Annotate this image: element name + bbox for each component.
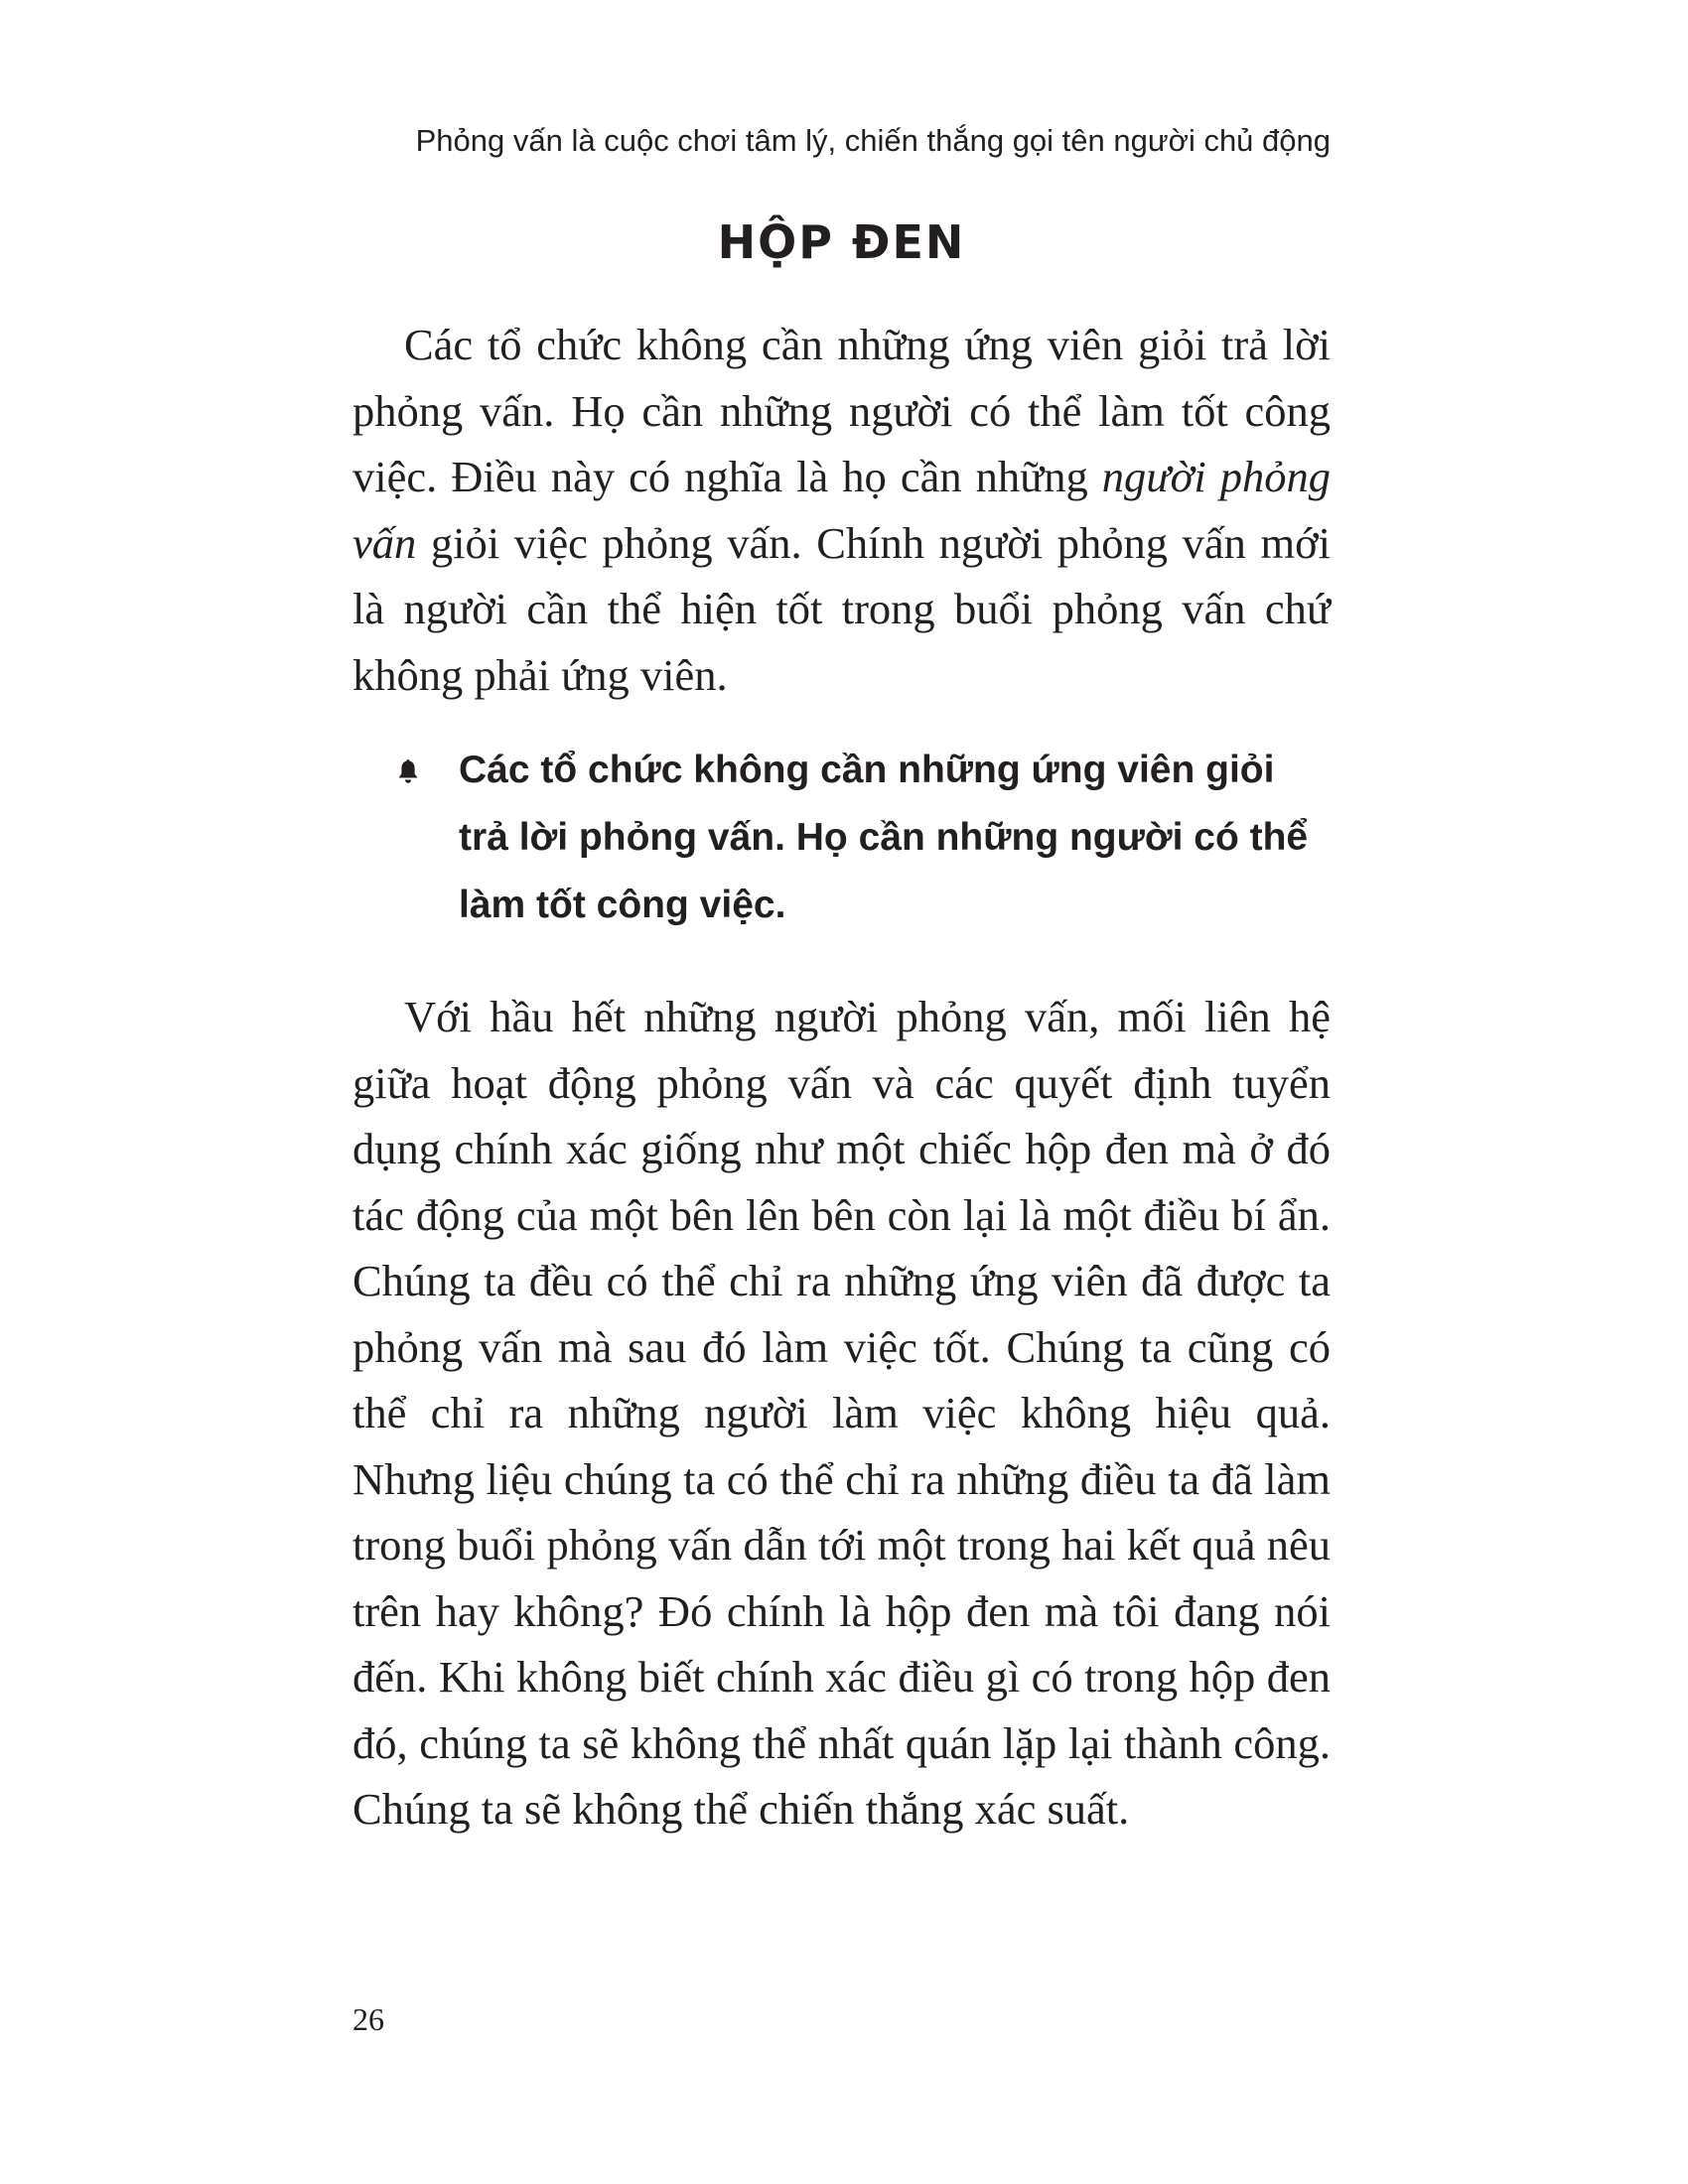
page-number: 26 <box>352 2001 384 2037</box>
running-header: Phỏng vấn là cuộc chơi tâm lý, chiến thắng gọi tên người chủ động <box>415 123 1331 158</box>
bell-icon <box>397 758 419 784</box>
body-paragraph-1 <box>352 312 1331 708</box>
paragraph-1-text-start: Các tổ chức không cần những ứng viên giỏi trả lời phỏng vấn. Họ cần những người có thể làm tốt công việc. Điều này có nghĩa là họ cần những <box>352 320 1331 501</box>
body-paragraph-2: Với hầu hết những người phỏng vấn, mối liên hệ giữa hoạt động phỏng vấn và các quyết định tuyển dụng chính xác giống như một chiếc hộp đen mà ở đó tác động của một bên lên bên còn lại là một điều bí ẩn. Chúng ta đều có thể chỉ ra những ứng viên đã được ta phỏng vấn mà sau đó làm việc tốt. Chúng ta cũng có thể chỉ ra những người làm việc không hiệu quả. Nhưng liệu chúng ta có thể chỉ ra những điều ta đã làm trong buổi phỏng vấn dẫn tới một trong hai kết quả nêu trên hay không? Đó chính là hộp đen mà tôi đang nói đến. Khi không biết chính xác điều gì có trong hộp đen đó, chúng ta sẽ không thể nhất quán lặp lại thành công. Chúng ta sẽ không thể chiến thắng xác suất. <box>352 992 1331 1834</box>
paragraph-1-italic-phrase: người phỏng vấn <box>352 452 1331 568</box>
pull-quote-text: Các tổ chức không cần những ứng viên giỏi trả lời phỏng vấn. Họ cần những người có thể làm tốt công việc. <box>459 749 1309 926</box>
paragraph-1-text-end: giỏi việc phỏng vấn. Chính người phỏng vấn mới là người cần thể hiện tốt trong buổi phỏng vấn chứ không phải ứng viên. <box>352 517 1331 700</box>
section-title: HỘP ĐEN <box>717 215 966 269</box>
